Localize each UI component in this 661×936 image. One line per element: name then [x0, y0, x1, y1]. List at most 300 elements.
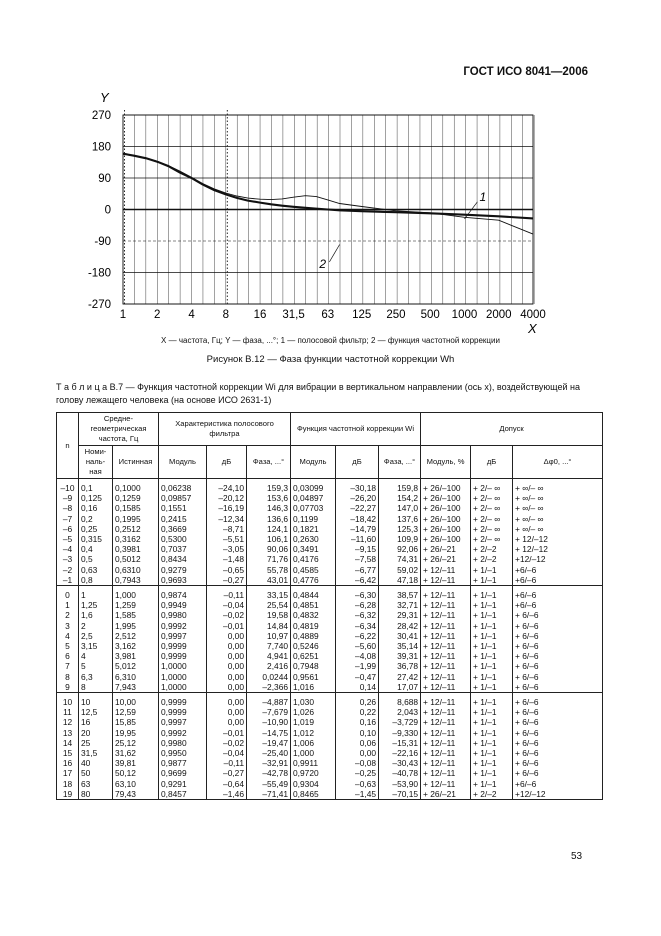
- table-cell: 154,2: [379, 493, 421, 503]
- table-cell: + 12/–12: [513, 544, 603, 554]
- table-cell: 0,9304: [291, 779, 336, 789]
- y-axis-label: Y: [100, 90, 109, 105]
- table-cell: –55,49: [247, 779, 291, 789]
- table-title: Т а б л и ц а В.7 — Функция частотной коррекции Wi для вибрации в вертикальном направлении (ось x), воздействующей на голову лежащего человека (на основе ИСО 2631-1): [56, 382, 580, 405]
- table-cell: –7,679: [247, 707, 291, 717]
- table-cell: 1,585: [113, 610, 159, 620]
- table-cell: 1,006: [291, 738, 336, 748]
- table-cell: 0,9997: [159, 631, 207, 641]
- table-cell: 0,09857: [159, 493, 207, 503]
- table-row: [57, 728, 603, 738]
- table-cell: 0,4832: [291, 610, 336, 620]
- table-cell: 27,42: [379, 672, 421, 682]
- table-cell: –53,90: [379, 779, 421, 789]
- table-cell: 0,00: [207, 717, 247, 727]
- table-cell: –3,729: [379, 717, 421, 727]
- table-cell: 0,4889: [291, 631, 336, 641]
- table-cell: 106,1: [247, 534, 291, 544]
- table-cell: 36,78: [379, 661, 421, 671]
- table-cell: + ∞/– ∞: [513, 503, 603, 513]
- y-tick-label: 270: [91, 110, 111, 122]
- table-cell: 7,943: [113, 682, 159, 693]
- table-cell: 12,5: [79, 707, 113, 717]
- chart-legend: X — частота, Гц; Y — фаза, ...°; 1 — полосовой фильтр; 2 — функция частотной коррекции: [161, 336, 500, 345]
- table-cell: 1: [79, 586, 113, 601]
- table-cell: –32,91: [247, 758, 291, 768]
- table-cell: 2,416: [247, 661, 291, 671]
- chart-grid: [123, 110, 534, 304]
- table-cell: + 12/–11: [421, 707, 471, 717]
- table-row: [57, 575, 603, 586]
- col-wc-db: дБ: [336, 446, 379, 479]
- table-cell: 8,688: [379, 693, 421, 708]
- table-cell: + 12/–12: [513, 534, 603, 544]
- x-tick-label: 4: [188, 309, 195, 321]
- table-cell: + 6/–6: [513, 682, 603, 693]
- table-cell: 0,06238: [159, 479, 207, 494]
- table-cell: –4,08: [336, 651, 379, 661]
- table-cell: + 12/–11: [421, 717, 471, 727]
- table-cell: 74,31: [379, 554, 421, 564]
- table-cell: 47,18: [379, 575, 421, 586]
- col-true: Истинная: [113, 446, 159, 479]
- table-cell: 0,00: [207, 707, 247, 717]
- table-cell: + 12/–11: [421, 586, 471, 601]
- series-2-line: [123, 154, 533, 219]
- table-cell: + 1/–1: [471, 631, 513, 641]
- figure-caption: Рисунок В.12 — Фаза функции частотной коррекции Wh: [206, 354, 455, 365]
- table-cell: 0,2512: [113, 524, 159, 534]
- table-cell: + 26/–100: [421, 524, 471, 534]
- table-cell: + 2/–2: [471, 789, 513, 800]
- annotation-2: 2: [319, 257, 327, 271]
- table-cell: 0,03099: [291, 479, 336, 494]
- y-tick-label: 0: [104, 204, 111, 217]
- table-cell: 0,4176: [291, 554, 336, 564]
- table-cell: 29,31: [379, 610, 421, 620]
- table-row: [57, 534, 603, 544]
- table-cell: –0,63: [336, 779, 379, 789]
- table-cell: + 1/–1: [471, 610, 513, 620]
- table-cell: + 1/–1: [471, 586, 513, 601]
- x-tick-label: 125: [352, 309, 372, 321]
- table-cell: –0,27: [207, 575, 247, 586]
- table-cell: + 26/–100: [421, 479, 471, 494]
- table-cell: –0,65: [207, 565, 247, 575]
- table-row: [57, 544, 603, 554]
- table-cell: 0,9279: [159, 565, 207, 575]
- table-cell: –5: [57, 534, 79, 544]
- table-cell: 0,3669: [159, 524, 207, 534]
- table-cell: 0,4844: [291, 586, 336, 601]
- table-cell: 0,9999: [159, 707, 207, 717]
- table-cell: 5: [79, 661, 113, 671]
- table-cell: + 1/–1: [471, 748, 513, 758]
- table-cell: + 12/–11: [421, 661, 471, 671]
- table-cell: 59,02: [379, 565, 421, 575]
- table-cell: + 12/–11: [421, 693, 471, 708]
- table-cell: –10: [57, 479, 79, 494]
- col-tol-mod: Модуль, %: [421, 446, 471, 479]
- table-cell: 0,7948: [291, 661, 336, 671]
- table-cell: 0,1551: [159, 503, 207, 513]
- table-cell: 10,97: [247, 631, 291, 641]
- table-row: [57, 758, 603, 768]
- col-weighting-group: Функция частотной коррекции Wi: [291, 413, 421, 446]
- table-cell: –1,99: [336, 661, 379, 671]
- table-cell: –5,60: [336, 641, 379, 651]
- table-cell: 0,25: [79, 524, 113, 534]
- table-cell: 2: [79, 621, 113, 631]
- x-tick-label: 1: [119, 309, 127, 321]
- table-cell: 25,54: [247, 600, 291, 610]
- table-cell: –0,27: [207, 768, 247, 778]
- table-row: [57, 479, 603, 494]
- table-cell: –0,02: [207, 610, 247, 620]
- table-cell: + 2/– ∞: [471, 524, 513, 534]
- y-tick-label: 90: [98, 173, 111, 185]
- table-cell: 0,4585: [291, 565, 336, 575]
- table-cell: 0,4851: [291, 600, 336, 610]
- table-cell: 0,00: [207, 641, 247, 651]
- table-cell: 1,012: [291, 728, 336, 738]
- table-cell: 33,15: [247, 586, 291, 601]
- table-row: [57, 600, 603, 610]
- table-row: [57, 651, 603, 661]
- table-cell: + ∞/– ∞: [513, 493, 603, 503]
- table-cell: + 1/–1: [471, 717, 513, 727]
- table-cell: + 12/–11: [421, 728, 471, 738]
- table-cell: –6,34: [336, 621, 379, 631]
- table-cell: 0,9911: [291, 758, 336, 768]
- table-cell: + 12/–11: [421, 672, 471, 682]
- chart-curves: [123, 154, 533, 271]
- table-cell: 0,9699: [159, 768, 207, 778]
- table-cell: –14,79: [336, 524, 379, 534]
- table-row: [57, 693, 603, 708]
- x-tick-label: 500: [420, 309, 440, 321]
- table-cell: + 12/–11: [421, 575, 471, 586]
- table-cell: + ∞/– ∞: [513, 524, 603, 534]
- table-cell: –5,51: [207, 534, 247, 544]
- table-row: [57, 768, 603, 778]
- table-cell: + 2/– ∞: [471, 503, 513, 513]
- table-cell: –0,02: [207, 738, 247, 748]
- x-tick-label: 63: [321, 309, 335, 321]
- table-cell: –0,25: [336, 768, 379, 778]
- table-row: [57, 524, 603, 534]
- table-cell: 71,76: [247, 554, 291, 564]
- col-freq-group: Средне-геометрическая частота, Гц: [79, 413, 159, 446]
- annotation-1: 1: [479, 189, 487, 204]
- table-cell: 0,26: [336, 693, 379, 708]
- table-cell: –70,15: [379, 789, 421, 800]
- table-cell: 147,0: [379, 503, 421, 513]
- table-cell: 0,4819: [291, 621, 336, 631]
- table-cell: + 12/–11: [421, 600, 471, 610]
- table-cell: + 1/–1: [471, 728, 513, 738]
- table-cell: 39,81: [113, 758, 159, 768]
- table-cell: 1,0000: [159, 661, 207, 671]
- table-cell: 32,71: [379, 600, 421, 610]
- table-row: [57, 610, 603, 620]
- table-cell: 0,125: [79, 493, 113, 503]
- table-cell: 39,31: [379, 651, 421, 661]
- table-cell: 0,1821: [291, 524, 336, 534]
- table-cell: + 1/–1: [471, 693, 513, 708]
- table-cell: 18: [57, 779, 79, 789]
- table-cell: 50: [79, 768, 113, 778]
- table-cell: + 6/–6: [513, 661, 603, 671]
- table-row: [57, 682, 603, 693]
- col-bandpass-group: Характеристика полосового фильтра: [159, 413, 291, 446]
- table-cell: + 6/–6: [513, 728, 603, 738]
- table-cell: 0,9980: [159, 738, 207, 748]
- table-cell: 0,9997: [159, 717, 207, 727]
- table-cell: + 1/–1: [471, 707, 513, 717]
- table-cell: –9,15: [336, 544, 379, 554]
- table-cell: –3: [57, 554, 79, 564]
- table-cell: + 1/–1: [471, 661, 513, 671]
- table-cell: 0,00: [336, 748, 379, 758]
- table-cell: 0,10: [336, 728, 379, 738]
- x-tick-label: 16: [253, 309, 267, 321]
- table-cell: + 6/–6: [513, 717, 603, 727]
- table-cell: 1,026: [291, 707, 336, 717]
- table-cell: + 1/–1: [471, 641, 513, 651]
- table-cell: –7,58: [336, 554, 379, 564]
- table-cell: 1,019: [291, 717, 336, 727]
- table-cell: 19: [57, 789, 79, 800]
- table-cell: –6: [57, 524, 79, 534]
- table-cell: 12: [57, 717, 79, 727]
- table-cell: 40: [79, 758, 113, 768]
- table-cell: 2,043: [379, 707, 421, 717]
- table-row: [57, 789, 603, 800]
- x-tick-label: 2000: [485, 309, 512, 321]
- table-cell: 0,9291: [159, 779, 207, 789]
- table-cell: 6: [57, 651, 79, 661]
- col-n: n: [57, 413, 79, 479]
- table-cell: 4: [57, 631, 79, 641]
- table-cell: 0,7037: [159, 544, 207, 554]
- table-cell: + 12/–11: [421, 631, 471, 641]
- table-cell: 0,9999: [159, 641, 207, 651]
- x-axis-label: X: [528, 321, 537, 336]
- table-cell: 92,06: [379, 544, 421, 554]
- table-cell: –4,887: [247, 693, 291, 708]
- table-row: [57, 554, 603, 564]
- table-cell: –16,19: [207, 503, 247, 513]
- table-row: [57, 631, 603, 641]
- table-cell: 20: [79, 728, 113, 738]
- table-row: [57, 565, 603, 575]
- table-cell: 35,14: [379, 641, 421, 651]
- table-cell: 1: [57, 600, 79, 610]
- x-tick-label: 4000: [520, 309, 546, 321]
- table-cell: 3: [57, 621, 79, 631]
- table-cell: + 6/–6: [513, 621, 603, 631]
- table-cell: +6/–6: [513, 600, 603, 610]
- table-cell: 1,6: [79, 610, 113, 620]
- table-cell: 0,00: [207, 672, 247, 682]
- table-cell: –25,40: [247, 748, 291, 758]
- table-cell: + 26/–21: [421, 789, 471, 800]
- table-cell: 0,04897: [291, 493, 336, 503]
- table-cell: 2,5: [79, 631, 113, 641]
- table-cell: 0,1: [79, 479, 113, 494]
- table-cell: + 2/– ∞: [471, 493, 513, 503]
- table-cell: + 1/–1: [471, 575, 513, 586]
- table-cell: 0,9999: [159, 693, 207, 708]
- table-cell: 0,0244: [247, 672, 291, 682]
- table-cell: + 6/–6: [513, 651, 603, 661]
- table-cell: –1,48: [207, 554, 247, 564]
- table-cell: 2,512: [113, 631, 159, 641]
- table-cell: 0,00: [207, 682, 247, 693]
- table-cell: 14: [57, 738, 79, 748]
- table-cell: 10: [79, 693, 113, 708]
- table-cell: 136,6: [247, 514, 291, 524]
- table-cell: –9,330: [379, 728, 421, 738]
- table-cell: –3,05: [207, 544, 247, 554]
- table-cell: –10,90: [247, 717, 291, 727]
- table-cell: + 26/–100: [421, 503, 471, 513]
- table-cell: +12/–12: [513, 554, 603, 564]
- table-cell: –7: [57, 514, 79, 524]
- table-row: [57, 493, 603, 503]
- table-cell: 153,6: [247, 493, 291, 503]
- table-cell: 0,9720: [291, 768, 336, 778]
- col-bp-mod: Модуль: [159, 446, 207, 479]
- table-cell: + 6/–6: [513, 758, 603, 768]
- table-cell: 3,162: [113, 641, 159, 651]
- col-bp-db: дБ: [207, 446, 247, 479]
- annotation-1-leader: [464, 202, 477, 219]
- table-cell: 63,10: [113, 779, 159, 789]
- table-cell: –30,43: [379, 758, 421, 768]
- table-cell: + 12/–11: [421, 651, 471, 661]
- table-cell: 3,981: [113, 651, 159, 661]
- series-1-line: [123, 154, 533, 235]
- table-cell: 109,9: [379, 534, 421, 544]
- table-cell: + ∞/– ∞: [513, 514, 603, 524]
- table-cell: 1,000: [291, 748, 336, 758]
- table-cell: 0,315: [79, 534, 113, 544]
- table-cell: + 1/–1: [471, 565, 513, 575]
- table-cell: 19,95: [113, 728, 159, 738]
- table-cell: 0,9950: [159, 748, 207, 758]
- table-cell: –71,41: [247, 789, 291, 800]
- table-cell: 0,7943: [113, 575, 159, 586]
- table-cell: 0,00: [207, 651, 247, 661]
- table-cell: 25,12: [113, 738, 159, 748]
- table-cell: 8: [79, 682, 113, 693]
- table-cell: +6/–6: [513, 779, 603, 789]
- table-cell: + 6/–6: [513, 738, 603, 748]
- table-cell: –4: [57, 544, 79, 554]
- table-cell: –0,64: [207, 779, 247, 789]
- table-cell: –8: [57, 503, 79, 513]
- table-cell: 50,12: [113, 768, 159, 778]
- table-row: [57, 621, 603, 631]
- table-cell: 0,1585: [113, 503, 159, 513]
- table-cell: 0,4776: [291, 575, 336, 586]
- table-cell: 0,9980: [159, 610, 207, 620]
- table-cell: 6,3: [79, 672, 113, 682]
- table-cell: + 12/–11: [421, 621, 471, 631]
- table-cell: + 1/–1: [471, 682, 513, 693]
- table-cell: –6,77: [336, 565, 379, 575]
- table-cell: –40,78: [379, 768, 421, 778]
- table-row: [57, 717, 603, 727]
- table-cell: + 12/–11: [421, 779, 471, 789]
- table-cell: 1,016: [291, 682, 336, 693]
- table-cell: + 1/–1: [471, 600, 513, 610]
- table-cell: –0,11: [207, 758, 247, 768]
- table-cell: 1,25: [79, 600, 113, 610]
- table-cell: 0,3162: [113, 534, 159, 544]
- table-cell: + 1/–1: [471, 758, 513, 768]
- table-cell: + 6/–6: [513, 672, 603, 682]
- table-cell: 6,310: [113, 672, 159, 682]
- table-cell: 31,62: [113, 748, 159, 758]
- table-cell: 0,1995: [113, 514, 159, 524]
- table-cell: 30,41: [379, 631, 421, 641]
- table-cell: 0,3491: [291, 544, 336, 554]
- table-cell: 0,2630: [291, 534, 336, 544]
- annotation-2-leader: [329, 245, 339, 263]
- table-row: [57, 586, 603, 601]
- table-cell: –1,45: [336, 789, 379, 800]
- table-cell: 0,8465: [291, 789, 336, 800]
- table-cell: + ∞/– ∞: [513, 479, 603, 494]
- table-cell: 0,2415: [159, 514, 207, 524]
- table-cell: 0,00: [207, 661, 247, 671]
- document-header: ГОСТ ИСО 8041—2006: [463, 66, 588, 78]
- phase-chart: [58, 88, 548, 338]
- table-cell: 12,59: [113, 707, 159, 717]
- table-cell: –2: [57, 565, 79, 575]
- table-cell: –20,12: [207, 493, 247, 503]
- table-cell: –22,27: [336, 503, 379, 513]
- table-cell: + 12/–11: [421, 641, 471, 651]
- x-tick-label: 8: [222, 309, 229, 321]
- table-cell: 0,06: [336, 738, 379, 748]
- table-cell: –9: [57, 493, 79, 503]
- table-cell: –0,47: [336, 672, 379, 682]
- table-cell: –0,01: [207, 621, 247, 631]
- table-cell: + 26/–100: [421, 534, 471, 544]
- table-cell: 15: [57, 748, 79, 758]
- table-cell: 28,42: [379, 621, 421, 631]
- table-cell: 15,85: [113, 717, 159, 727]
- table-cell: +6/–6: [513, 586, 603, 601]
- table-cell: –0,11: [207, 586, 247, 601]
- table-cell: 1,030: [291, 693, 336, 708]
- table-cell: –1: [57, 575, 79, 586]
- table-cell: 0,63: [79, 565, 113, 575]
- col-tol-phase: Δφ0, ...°: [513, 446, 603, 479]
- table-cell: + 12/–11: [421, 758, 471, 768]
- table-cell: –6,30: [336, 586, 379, 601]
- table-cell: –6,42: [336, 575, 379, 586]
- table-cell: 38,57: [379, 586, 421, 601]
- table-cell: 4,941: [247, 651, 291, 661]
- table-cell: + 12/–11: [421, 768, 471, 778]
- table-cell: –6,32: [336, 610, 379, 620]
- y-tick-label: 180: [91, 141, 111, 154]
